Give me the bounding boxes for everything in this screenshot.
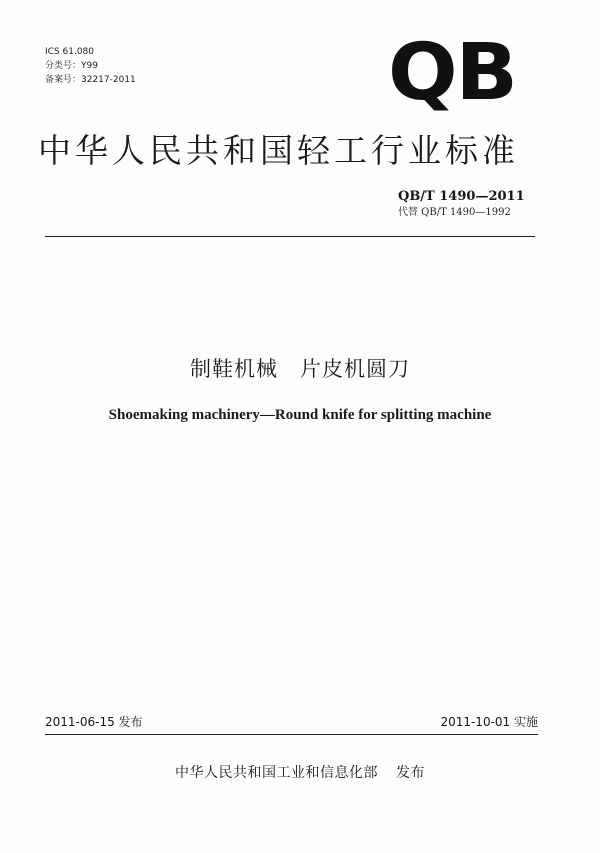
bottom-divider — [45, 734, 538, 735]
qb-logo: QB — [388, 28, 516, 118]
record-number: 备案号：32217-2011 — [45, 75, 136, 85]
publisher-action: 发布 — [396, 765, 425, 781]
ics-number: ICS 61.080 — [45, 47, 95, 57]
publisher-name: 中华人民共和国工业和信息化部 — [175, 765, 378, 781]
classification-block — [45, 45, 136, 87]
standard-code: QB/T 1490—2011 — [398, 189, 525, 204]
top-divider — [45, 236, 535, 237]
issue-date: 2011-06-15 发布 — [45, 715, 143, 729]
replaces-standard: 代替 QB/T 1490—1992 — [398, 207, 511, 218]
implementation-date: 2011-10-01 实施 — [440, 715, 538, 729]
category-number: 分类号：Y99 — [45, 61, 98, 71]
standard-title: 中华人民共和国轻工行业标准 — [38, 131, 519, 170]
publisher-line — [0, 762, 600, 784]
document-title-chinese: 制鞋机械 片皮机圆刀 — [190, 357, 410, 381]
document-title-english: Shoemaking machinery—Round knife for splitting machine — [108, 407, 492, 423]
